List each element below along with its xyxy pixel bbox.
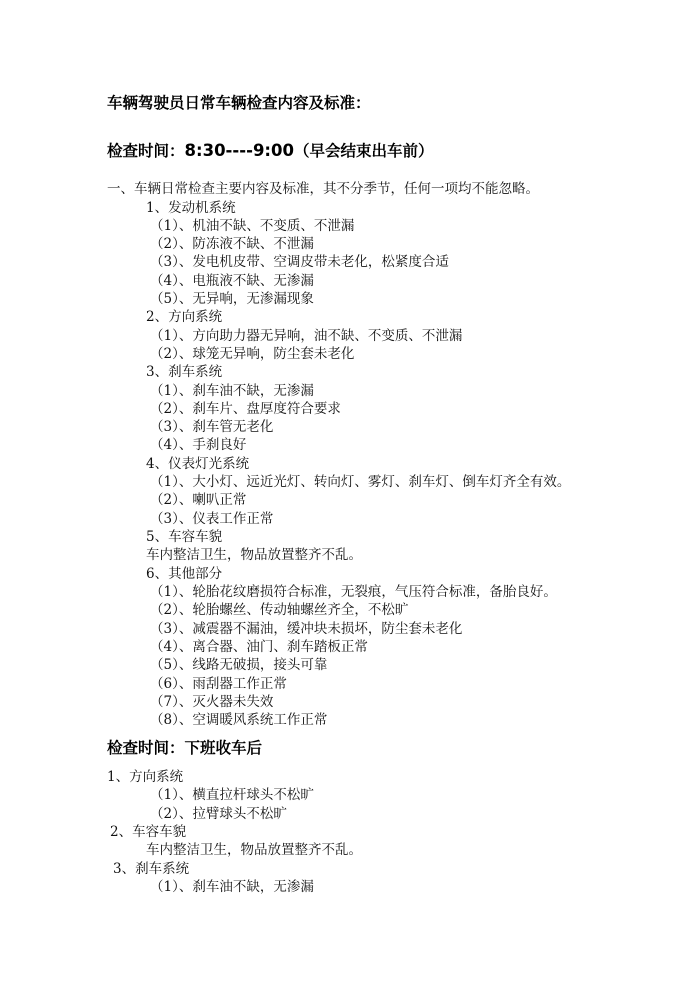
list-item: （4）、离合器、油门、刹车踏板正常 xyxy=(150,639,368,655)
morning-time-heading xyxy=(107,141,434,161)
list-item: （7）、灭火器未失效 xyxy=(150,694,274,710)
section-title-steering: 2、方向系统 xyxy=(146,309,223,325)
time-value: 8:30----9:00 xyxy=(184,141,294,160)
list-item: （3）、刹车管无老化 xyxy=(150,419,274,435)
evening-time-heading: 检查时间：下班收车后 xyxy=(107,739,263,757)
list-item: （1）、刹车油不缺，无渗漏 xyxy=(150,879,314,895)
list-item: （2）、拉臂球头不松旷 xyxy=(150,806,287,822)
list-item: （1）、方向助力器无异响，油不缺、不变质、不泄漏 xyxy=(150,328,463,344)
section-title-brake: 3、刹车系统 xyxy=(146,364,223,380)
section-title-appearance: 5、车容车貌 xyxy=(146,529,223,545)
list-item: （2）、刹车片、盘厚度符合要求 xyxy=(150,401,341,417)
list-item: （3）、减震器不漏油，缓冲块未损坏，防尘套未老化 xyxy=(150,621,463,637)
time-note: （早会结束出车前） xyxy=(294,142,434,160)
section-title-appearance-evening: 2、车容车貌 xyxy=(110,824,187,840)
list-item: （8）、空调暖风系统工作正常 xyxy=(150,712,328,728)
list-item: （1）、横直拉杆球头不松旷 xyxy=(150,787,314,803)
list-item: （4）、手刹良好 xyxy=(150,437,247,453)
list-item: （1）、大小灯、远近光灯、转向灯、雾灯、刹车灯、倒车灯齐全有效。 xyxy=(150,474,571,490)
document-title: 车辆驾驶员日常车辆检查内容及标准： xyxy=(107,94,371,112)
list-item: （2）、防冻液不缺、不泄漏 xyxy=(150,236,314,252)
list-item: 车内整洁卫生，物品放置整齐不乱。 xyxy=(146,842,362,858)
intro-text: 一、车辆日常检查主要内容及标准，其不分季节，任何一项均不能忽略。 xyxy=(107,181,539,197)
list-item: （4）、电瓶液不缺、无渗漏 xyxy=(150,273,314,289)
list-item: （6）、雨刮器工作正常 xyxy=(150,676,287,692)
time-label: 检查时间： xyxy=(107,142,185,160)
list-item: （2）、轮胎螺丝、传动轴螺丝齐全，不松旷 xyxy=(150,602,409,618)
list-item: 车内整洁卫生，物品放置整齐不乱。 xyxy=(146,547,362,563)
list-item: （5）、线路无破损，接头可靠 xyxy=(150,657,328,673)
section-title-other: 6、其他部分 xyxy=(146,566,223,582)
section-title-steering-evening: 1、方向系统 xyxy=(107,769,184,785)
section-title-brake-evening: 3、刹车系统 xyxy=(113,861,190,877)
list-item: （3）、发电机皮带、空调皮带未老化，松紧度合适 xyxy=(150,254,449,270)
list-item: （1）、刹车油不缺，无渗漏 xyxy=(150,383,314,399)
list-item: （1）、机油不缺、不变质、不泄漏 xyxy=(150,218,355,234)
section-title-lights: 4、仪表灯光系统 xyxy=(146,456,250,472)
list-item: （3）、仪表工作正常 xyxy=(150,511,274,527)
list-item: （2）、球笼无异响，防尘套未老化 xyxy=(150,346,355,362)
list-item: （1）、轮胎花纹磨损符合标准，无裂痕，气压符合标准，备胎良好。 xyxy=(150,584,557,600)
list-item: （2）、喇叭正常 xyxy=(150,492,247,508)
list-item: （5）、无异响，无渗漏现象 xyxy=(150,291,314,307)
section-title-engine: 1、发动机系统 xyxy=(146,200,236,216)
